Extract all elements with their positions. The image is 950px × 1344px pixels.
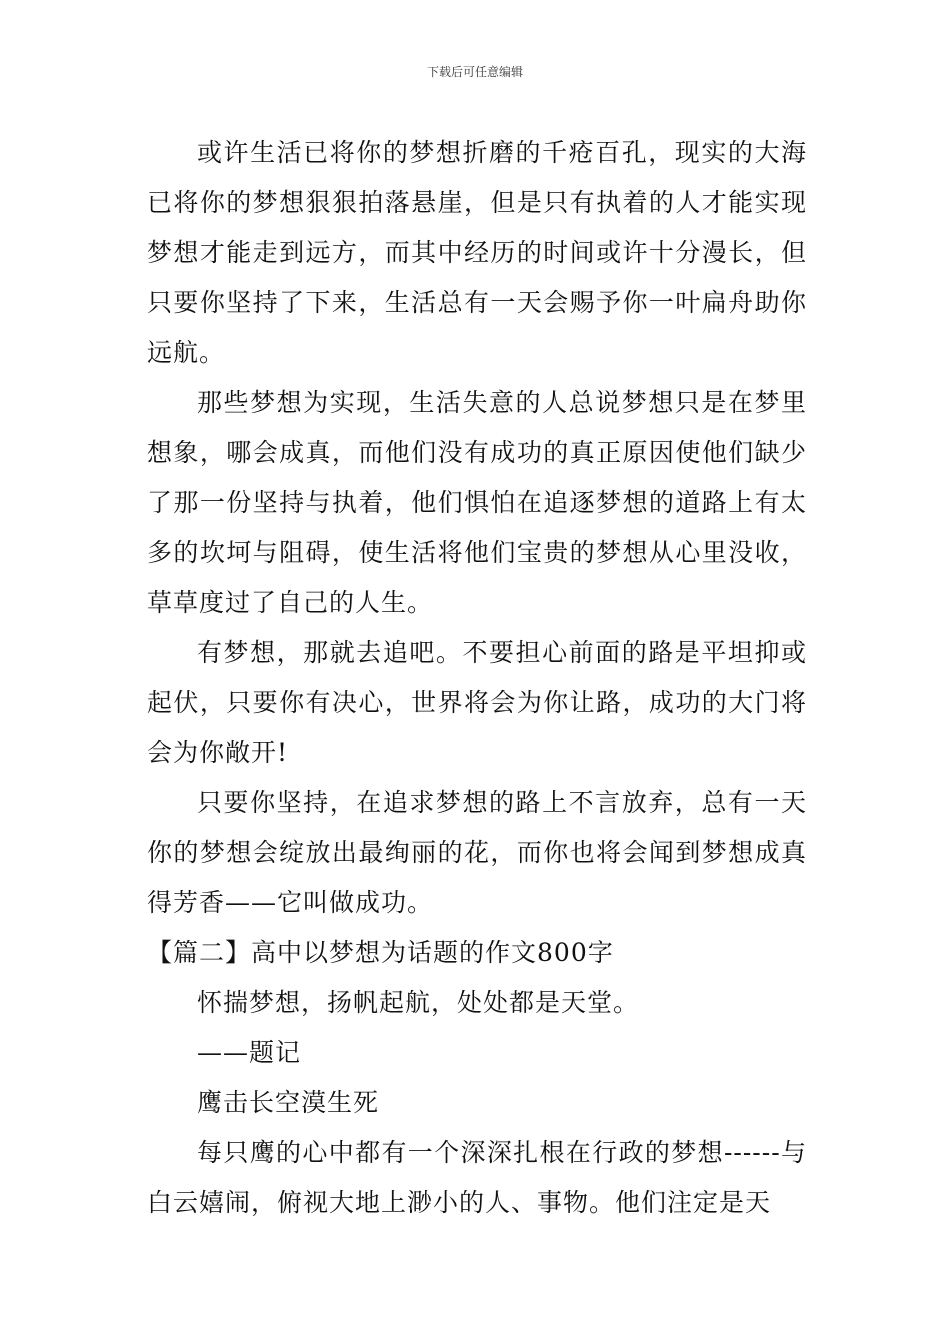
paragraph-2: 那些梦想为实现，生活失意的人总说梦想只是在梦里想象，哪会成真，而他们没有成功的真正原因使他们缺少了那一份坚持与执着，他们惧怕在追逐梦想的道路上有太多的坎坷与阻碍，使生活将他们宝贵的梦想从心里没收，草草度过了自己的人生。 — [147, 388, 807, 617]
section-heading: 【篇二】高中以梦想为话题的作文800字 — [147, 938, 614, 967]
paragraph-1: 或许生活已将你的梦想折磨的千疮百孔，现实的大海已将你的梦想狠狠拍落悬崖，但是只有执着的人才能实现梦想才能走到远方，而其中经历的时间或许十分漫长，但只要你坚持了下来，生活总有一天会赐予你一叶扁舟助你远航。 — [147, 138, 807, 367]
document-body — [147, 128, 807, 1228]
paragraph-epigraph-note: ——题记 — [197, 1038, 302, 1067]
paragraph-epigraph: 怀揣梦想，扬帆起航，处处都是天堂。 — [197, 988, 640, 1017]
paragraph-4: 只要你坚持，在追求梦想的路上不言放弃，总有一天你的梦想会绽放出最绚丽的花，而你也将会闻到梦想成真得芳香——它叫做成功。 — [147, 788, 807, 917]
page-header: 下载后可任意编辑 — [426, 65, 523, 79]
paragraph-3: 有梦想，那就去追吧。不要担心前面的路是平坦抑或起伏，只要你有决心，世界将会为你让路，成功的大门将会为你敞开! — [147, 638, 807, 767]
subheading: 鹰击长空漠生死 — [197, 1088, 380, 1117]
paragraph-5: 每只鹰的心中都有一个深深扎根在行政的梦想------与白云嬉闹，俯视大地上渺小的人、事物。他们注定是天 — [147, 1138, 807, 1217]
